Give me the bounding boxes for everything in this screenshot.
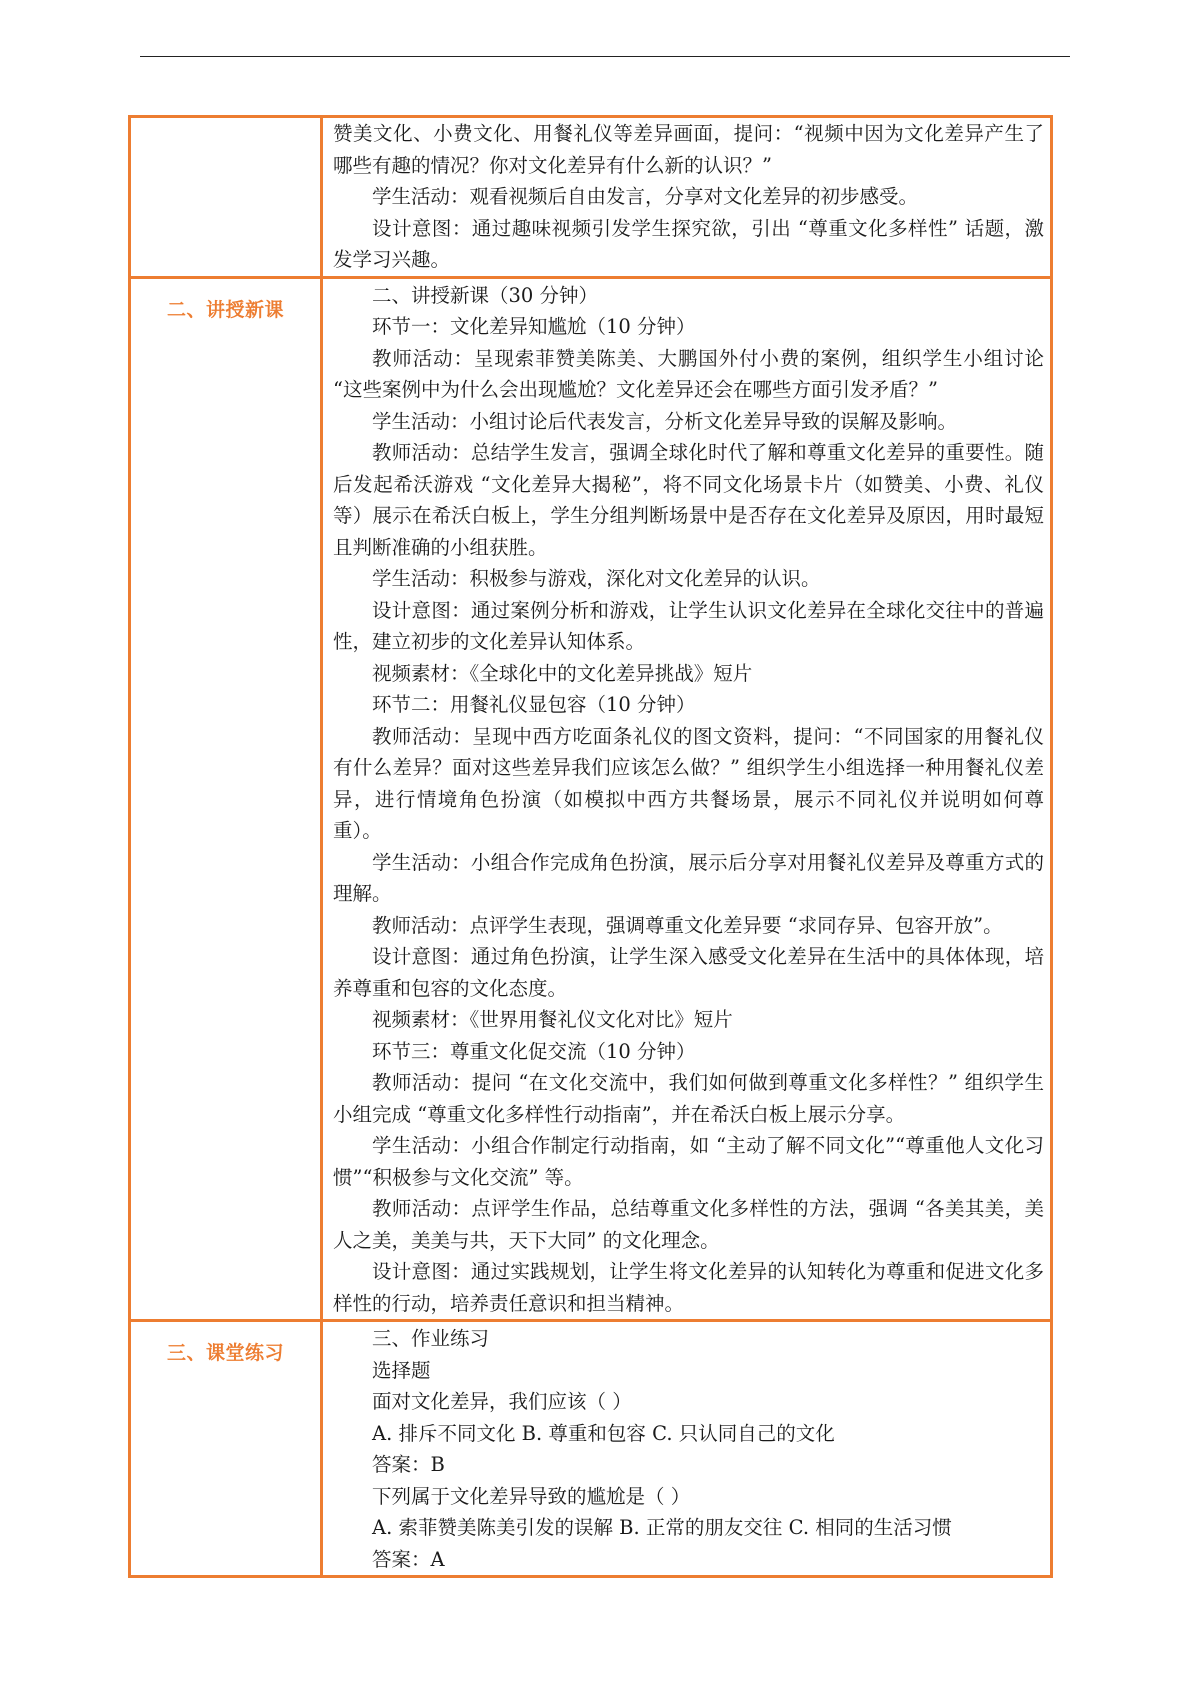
content-paragraph: 环节三：尊重文化促交流（10 分钟） (372, 1039, 696, 1063)
content-paragraph: 视频素材：《世界用餐礼仪文化对比》短片 (372, 1008, 733, 1031)
section-content-cell (322, 117, 1052, 278)
section-label-cell (130, 277, 322, 1321)
section-label: 二、讲授新课 (166, 298, 284, 321)
header-rule (140, 56, 1070, 57)
content-paragraph: 学生活动：小组讨论后代表发言，分析文化差异导致的误解及影响。 (372, 409, 958, 433)
content-paragraph: A. 索菲赞美陈美引发的误解 B. 正常的朋友交往 C. 相同的生活习惯 (372, 1516, 952, 1539)
content-paragraph: 视频素材：《全球化中的文化差异挑战》短片 (372, 661, 753, 685)
content-paragraph: 教师活动：点评学生表现，强调尊重文化差异要 “求同存异、包容开放”。 (372, 913, 1003, 937)
content-paragraph: 答案：A (372, 1547, 445, 1571)
section-label-cell (130, 1321, 322, 1577)
content-paragraph: 教师活动：点评学生作品，总结尊重文化多样性的方法，强调 “各美其美，美人之美，美美与共，天下大同” 的文化理念。 (333, 1197, 1044, 1252)
section-label: 三、课堂练习 (166, 1342, 284, 1364)
content-paragraph: 学生活动：小组合作完成角色扮演，展示后分享对用餐礼仪差异及尊重方式的理解。 (333, 850, 1044, 905)
content-paragraph: 学生活动：观看视频后自由发言，分享对文化差异的初步感受。 (372, 185, 919, 208)
content-paragraph: 选择题 (372, 1358, 431, 1382)
lesson-plan-table (128, 115, 1053, 1578)
content-paragraph: 二、讲授新课（30 分钟） (372, 283, 599, 307)
content-paragraph: 学生活动：小组合作制定行动指南，如 “主动了解不同文化”“尊重他人文化习惯”“积极参与文化交流” 等。 (333, 1134, 1044, 1189)
row-intro-continued (130, 117, 1052, 278)
section-label-cell (130, 117, 322, 278)
content-paragraph: A. 排斥不同文化 B. 尊重和包容 C. 只认同自己的文化 (372, 1421, 835, 1445)
content-paragraph: 设计意图：通过实践规划，让学生将文化差异的认知转化为尊重和促进文化多样性的行动，培养责任意识和担当精神。 (333, 1260, 1044, 1315)
content-paragraph: 设计意图：通过角色扮演，让学生深入感受文化差异在生活中的具体体现，培养尊重和包容的文化态度。 (333, 945, 1044, 1000)
content-paragraph: 设计意图：通过案例分析和游戏，让学生认识文化差异在全球化交往中的普遍性，建立初步的文化差异认知体系。 (333, 598, 1044, 653)
content-paragraph: 教师活动：总结学生发言，强调全球化时代了解和尊重文化差异的重要性。随后发起希沃游戏 “文化差异大揭秘”，将不同文化场景卡片（如赞美、小费、礼仪等）展示在希沃白板上，学生分组判断场景中是否存在文化差异及原因，用时最短且判断准确的小组获胜。 (333, 441, 1044, 559)
row-practice (130, 1321, 1052, 1577)
content-paragraph: 设计意图：通过趣味视频引发学生探究欲，引出 “尊重文化多样性” 话题，激发学习兴趣。 (333, 216, 1044, 271)
content-paragraph: 三、作业练习 (372, 1327, 490, 1350)
row-new-lesson (130, 277, 1052, 1321)
section-content-cell (322, 1321, 1052, 1577)
content-paragraph: 面对文化差异，我们应该（ ） (372, 1390, 632, 1413)
content-paragraph: 教师活动：呈现中西方吃面条礼仪的图文资料，提问：“不同国家的用餐礼仪有什么差异？面对这些差异我们应该怎么做？” 组织学生小组选择一种用餐礼仪差异，进行情境角色扮演（如模拟中西方共餐场景，展示不同礼仪并说明如何尊重）。 (333, 724, 1044, 842)
content-paragraph: 下列属于文化差异导致的尴尬是（ ） (372, 1484, 691, 1508)
content-paragraph: 教师活动：呈现索菲赞美陈美、大鹏国外付小费的案例，组织学生小组讨论 “这些案例中为什么会出现尴尬？文化差异还会在哪些方面引发矛盾？” (333, 346, 1044, 401)
content-paragraph: 赞美文化、小费文化、用餐礼仪等差异画面，提问：“视频中因为文化差异产生了哪些有趣的情况？你对文化差异有什么新的认识？” (333, 122, 1044, 177)
section-content-cell (322, 277, 1052, 1321)
content-paragraph: 教师活动：提问 “在文化交流中，我们如何做到尊重文化多样性？” 组织学生小组完成 “尊重文化多样性行动指南”，并在希沃白板上展示分享。 (333, 1071, 1044, 1126)
content-paragraph: 环节一：文化差异知尴尬（10 分钟） (372, 315, 696, 338)
content-paragraph: 环节二：用餐礼仪显包容（10 分钟） (372, 693, 696, 716)
content-paragraph: 答案：B (372, 1453, 445, 1476)
lesson-plan-table-body (130, 117, 1052, 1577)
content-paragraph: 学生活动：积极参与游戏，深化对文化差异的认识。 (372, 567, 821, 590)
